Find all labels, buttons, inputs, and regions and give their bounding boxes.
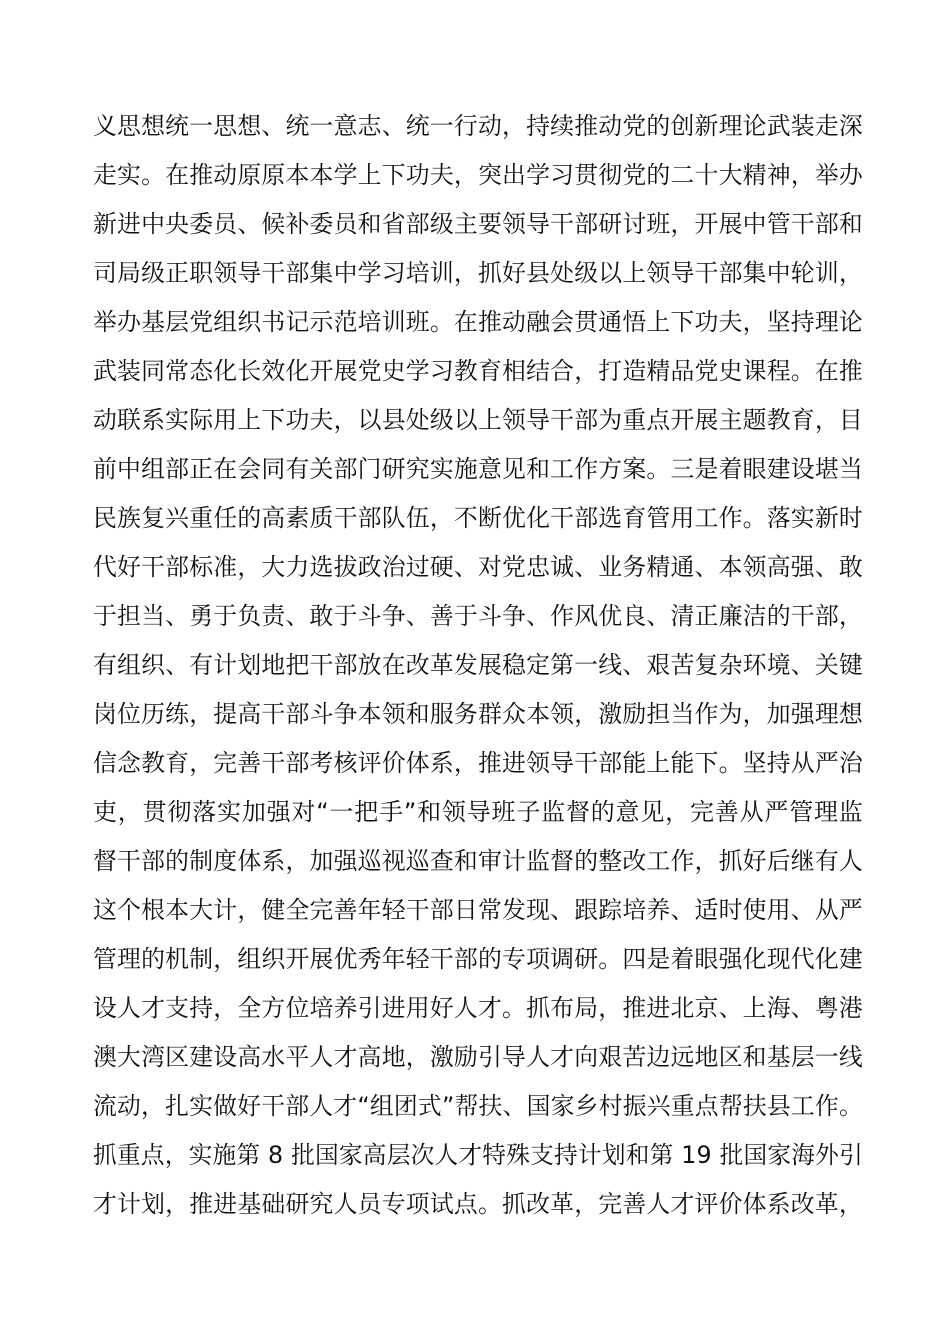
text-line: 督干部的制度体系，加强巡视巡查和审计监督的整改工作，抓好后继有人	[93, 847, 863, 875]
text-line: 信念教育，完善干部考核评价体系，推进领导干部能上能下。坚持从严治	[93, 749, 863, 777]
text-line: 民族复兴重任的高素质干部队伍，不断优化干部选育管用工作。落实新时	[93, 504, 863, 532]
body-text	[93, 102, 863, 1229]
text-line: 代好干部标准，大力选拔政治过硬、对党忠诚、业务精通、本领高强、敢	[93, 553, 863, 581]
text-line: 吏，贯彻落实加强对“一把手”和领导班子监督的意见，完善从严管理监	[93, 798, 863, 826]
text-line: 这个根本大计，健全完善年轻干部日常发现、跟踪培养、适时使用、从严	[93, 896, 863, 924]
text-line: 才计划，推进基础研究人员专项试点。抓改革，完善人才评价体系改革，	[93, 1190, 863, 1218]
text-line: 设人才支持，全方位培养引进用好人才。抓布局，推进北京、上海、粤港	[93, 994, 863, 1022]
text-line: 武装同常态化长效化开展党史学习教育相结合，打造精品党史课程。在推	[93, 357, 863, 385]
text-line: 举办基层党组织书记示范培训班。在推动融会贯通悟上下功夫，坚持理论	[93, 308, 863, 336]
text-line: 流动，扎实做好干部人才“组团式”帮扶、国家乡村振兴重点帮扶县工作。	[93, 1092, 863, 1120]
text-line: 司局级正职领导干部集中学习培训，抓好县处级以上领导干部集中轮训，	[93, 259, 863, 287]
text-line: 动联系实际用上下功夫，以县处级以上领导干部为重点开展主题教育，目	[93, 406, 863, 434]
text-line: 岗位历练，提高干部斗争本领和服务群众本领，激励担当作为，加强理想	[93, 700, 863, 728]
text-line: 澳大湾区建设高水平人才高地，激励引导人才向艰苦边远地区和基层一线	[93, 1043, 863, 1071]
text-line: 管理的机制，组织开展优秀年轻干部的专项调研。四是着眼强化现代化建	[93, 945, 863, 973]
text-line: 新进中央委员、候补委员和省部级主要领导干部研讨班，开展中管干部和	[93, 210, 863, 238]
text-line: 走实。在推动原原本本学上下功夫，突出学习贯彻党的二十大精神，举办	[93, 161, 863, 189]
text-line: 有组织、有计划地把干部放在改革发展稳定第一线、艰苦复杂环境、关键	[93, 651, 863, 679]
text-line: 抓重点，实施第 8 批国家高层次人才特殊支持计划和第 19 批国家海外引	[93, 1141, 863, 1169]
text-line: 义思想统一思想、统一意志、统一行动，持续推动党的创新理论武装走深	[93, 112, 863, 140]
text-line: 于担当、勇于负责、敢于斗争、善于斗争、作风优良、清正廉洁的干部，	[93, 602, 863, 630]
text-line: 前中组部正在会同有关部门研究实施意见和工作方案。三是着眼建设堪当	[93, 455, 863, 483]
